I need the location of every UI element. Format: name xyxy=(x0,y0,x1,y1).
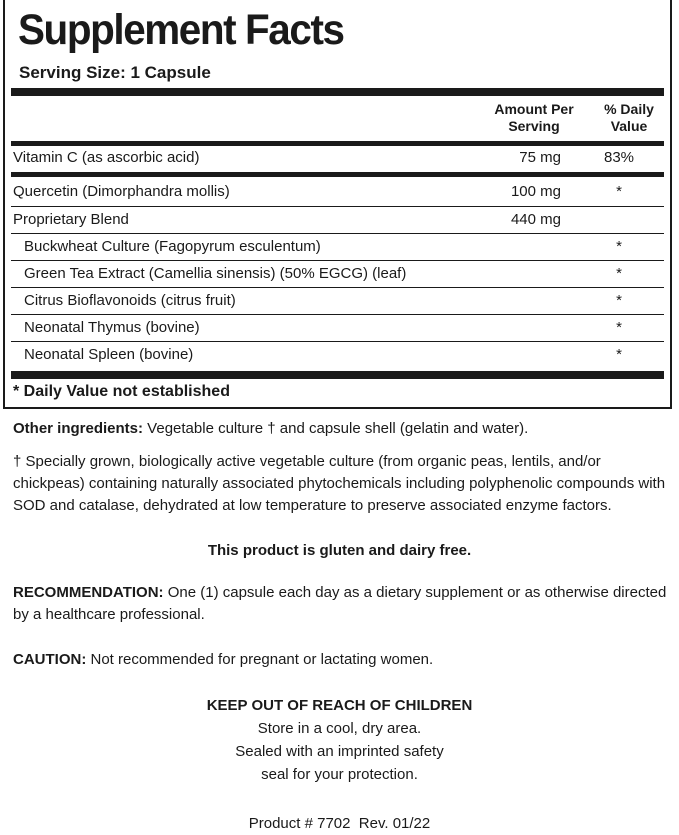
caution-label: CAUTION: xyxy=(13,651,87,668)
nutrient-daily-value: * xyxy=(616,238,622,255)
column-header-amount-line1: Amount Per xyxy=(494,101,574,117)
other-ingredients-text: Vegetable culture † and capsule shell (gelatin and water). xyxy=(143,420,529,437)
nutrient-name: Buckwheat Culture (Fagopyrum esculentum) xyxy=(24,238,321,255)
nutrient-daily-value: * xyxy=(616,292,622,309)
storage-heading: KEEP OUT OF REACH OF CHILDREN xyxy=(206,697,473,714)
nutrient-daily-value: * xyxy=(616,183,622,200)
column-header-dv-line1: % Daily xyxy=(604,101,654,117)
culture-note: † Specially grown, biologically active vegetable culture (from organic peas, lentils, and/or chickpeas) containing naturally associated phytochemicals including polyphenolic compounds with SOD and catalase, dehydrated at low temperature to preserve associated enzyme factors. xyxy=(13,453,666,514)
caution-text: Not recommended for pregnant or lactating women. xyxy=(86,651,434,668)
nutrient-daily-value: * xyxy=(616,319,622,336)
table-row xyxy=(13,145,663,171)
column-header-amount xyxy=(484,101,584,135)
nutrient-name: Quercetin (Dimorphandra mollis) xyxy=(13,183,230,200)
table-row xyxy=(13,234,663,260)
table-row xyxy=(13,315,663,341)
storage-line-1: Store in a cool, dry area. xyxy=(257,720,422,737)
recommendation-text: One (1) capsule each day as a dietary supplement or as otherwise directed by a healthcare professional. xyxy=(13,584,667,623)
nutrient-amount: 440 mg xyxy=(510,211,561,228)
table-row xyxy=(13,179,663,205)
table-row xyxy=(13,207,663,233)
nutrient-daily-value: * xyxy=(616,265,622,282)
panel-title: Supplement Facts xyxy=(18,6,344,54)
nutrient-amount: 100 mg xyxy=(510,183,561,200)
table-row xyxy=(13,261,663,287)
recommendation xyxy=(13,582,668,626)
table-row xyxy=(13,288,663,314)
nutrient-name: Green Tea Extract (Camellia sinensis) (50% EGCG) (leaf) xyxy=(24,265,407,282)
column-header-dv-line2: Value xyxy=(610,118,648,134)
other-ingredients xyxy=(13,418,668,440)
divider-thick xyxy=(11,88,664,96)
column-header-amount-line2: Serving xyxy=(508,118,560,134)
column-header-daily-value xyxy=(589,101,669,135)
daily-value-footnote: * Daily Value not established xyxy=(13,383,230,400)
table-row xyxy=(13,342,663,368)
divider-bottom xyxy=(11,371,664,379)
other-ingredients-label: Other ingredients: xyxy=(13,420,144,437)
nutrient-name: Citrus Bioflavonoids (citrus fruit) xyxy=(24,292,236,309)
nutrient-name: Neonatal Spleen (bovine) xyxy=(24,346,194,363)
nutrient-amount: 75 mg xyxy=(519,149,561,166)
serving-size: Serving Size: 1 Capsule xyxy=(19,63,211,82)
storage-line-2: Sealed with an imprinted safety xyxy=(235,743,444,760)
caution xyxy=(13,649,668,671)
gluten-note: This product is gluten and dairy free. xyxy=(207,542,472,559)
nutrient-daily-value: * xyxy=(616,346,622,363)
storage-line-3: seal for your protection. xyxy=(261,766,418,783)
divider-vitamins xyxy=(11,172,664,177)
nutrient-name: Proprietary Blend xyxy=(13,211,129,228)
nutrient-daily-value: 83% xyxy=(603,149,635,166)
nutrient-name: Neonatal Thymus (bovine) xyxy=(24,319,200,336)
recommendation-label: RECOMMENDATION: xyxy=(13,584,164,601)
nutrient-name: Vitamin C (as ascorbic acid) xyxy=(13,149,200,166)
product-code: Product # 7702 Rev. 01/22 xyxy=(248,815,431,832)
